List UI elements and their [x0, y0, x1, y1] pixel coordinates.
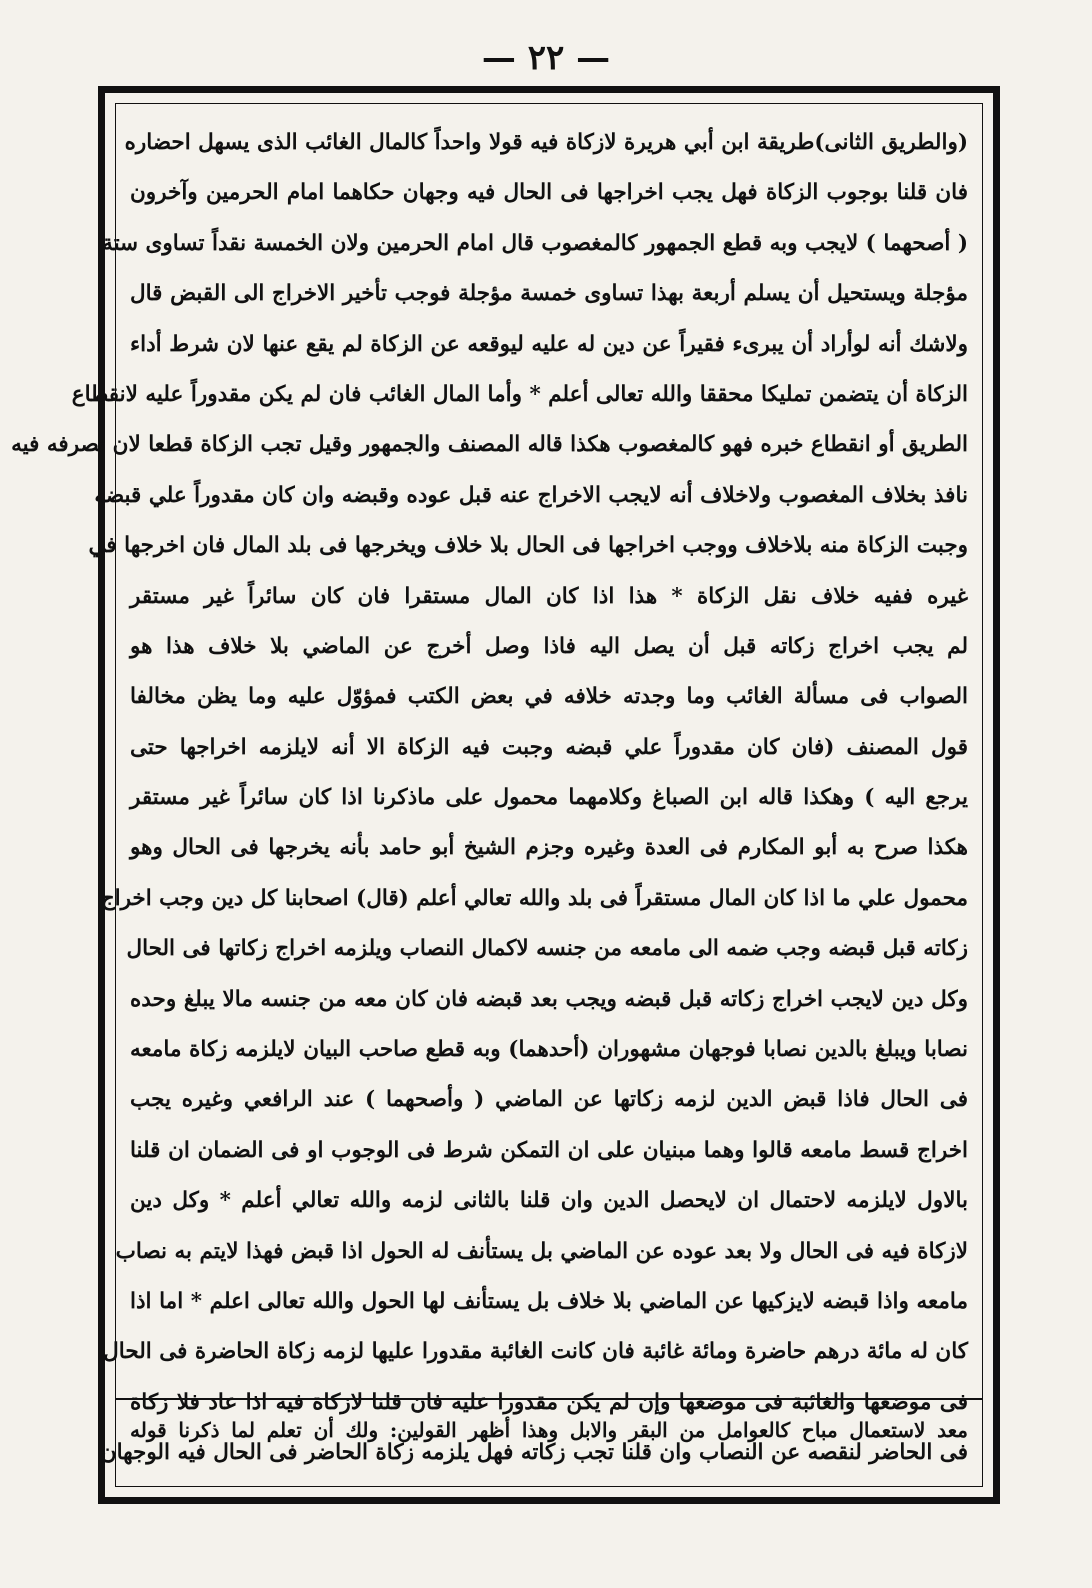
text-line: (والطريق الثانى)طريقة ابن أبي هريرة لازكاة فيه قولا واحداً كالمال الغائب الذى يسهل احضاره [124, 130, 968, 155]
text-line: مامعه واذا قبضه لايزكيها عن الماضي بلا خلاف بل يستأنف لها الحول والله تعالى اعلم * اما اذا [130, 1288, 968, 1314]
text-line: الطريق أو انقطاع خبره فهو كالمغصوب هكذا قاله المصنف والجمهور وقيل تجب الزكاة قطعا لان تصرفه فيه [11, 432, 968, 458]
text-line: قول المصنف (فان كان مقدوراً علي قبضه وجبت فيه الزكاة الا أنه لايلزمه اخراجها حتى [130, 734, 968, 760]
page-number: — ٢٢ — [481, 38, 611, 78]
page-border-inner [11, 103, 983, 1487]
text-line: نصابا ويبلغ بالدين نصابا فوجهان مشهوران (أحدهما) وبه قطع صاحب البيان لايلزمه زكاة مامعه [130, 1037, 968, 1063]
text-line: وجبت الزكاة منه بلاخلاف ووجب اخراجها فى الحال بلا خلاف ويخرجها فى بلد المال فان اخرجها في [88, 533, 968, 559]
text-line: ولاشك أنه لوأراد أن يبرىء فقيراً عن دين له عليه ليوقعه عن الزكاة لم يقع عنها لان شرط أداء [130, 331, 968, 357]
footnote-text: معد لاستعمال مباح كالعوامل من البقر والابل وهذا أظهر القولين: ولك أن تعلم لما ذكرنا قوله [130, 1418, 968, 1442]
text-line: يرجع اليه ) وهكذا قاله ابن الصباغ وكلامهما محمول على ماذكرنا اذا كان سائراً غير مستقر [130, 785, 968, 811]
page-border [11, 86, 1000, 1504]
text-line: محمول علي ما اذا كان المال مستقراً فى بلد والله تعالي أعلم (قال) اصحابنا كل دين وجب اخراج [100, 885, 968, 911]
text-line: غيره ففيه خلاف نقل الزكاة * هذا اذا كان المال مستقرا فان كان سائراً غير مستقر [130, 583, 968, 609]
footnote-separator [116, 1398, 982, 1400]
text-line: اخراج قسط مامعه قالوا وهما مبنيان على ان التمكن شرط فى الوجوب او فى الضمان ان قلنا [130, 1137, 968, 1163]
text-line: الصواب فى مسألة الغائب وما وجدته خلافه في بعض الكتب فمؤوّل عليه وما يظن مخالفا [130, 684, 968, 710]
text-line: ( أصحهما ) لايجب وبه قطع الجمهور كالمغصوب قال امام الحرمين ولان الخمسة نقداً تساوى ستة [102, 230, 968, 256]
text-line: لم يجب اخراج زكاته قبل أن يصل اليه فاذا وصل أخرج عن الماضي بلا خلاف هذا هو [130, 633, 968, 659]
text-line: كان له مائة درهم حاضرة ومائة غائبة فان كانت الغائبة مقدورا عليها لزمه زكاة الحاضرة فى الحال [103, 1339, 968, 1365]
text-line: بالاول لايلزمه لاحتمال ان لايحصل الدين وان قلنا بالثانى لزمه والله تعالي أعلم * وكل دين [130, 1188, 968, 1214]
text-line: الزكاة أن يتضمن تمليكا محققا والله تعالى أعلم * وأما المال الغائب فان لم يكن مقدوراً عليه لانقطاع [71, 381, 968, 407]
text-line: فى الحال فاذا قبض الدين لزمه زكاتها عن الماضي ( وأصحهما ) عند الرافعي وغيره يجب [130, 1087, 969, 1113]
text-line: فى الحاضر لنقصه عن النصاب وان قلنا تجب زكاته فهل يلزمه زكاة الحاضر فى الحال فيه الوجهان [100, 1440, 968, 1466]
text-line: وكل دين لايجب اخراج زكاته قبل قبضه ويجب بعد قبضه فان كان معه من جنسه مالا يبلغ وحده [130, 986, 968, 1012]
text-line: هكذا صرح به أبو المكارم فى العدة وغيره وجزم الشيخ أبو حامد بأنه يخرجها فى الحال وهو [130, 835, 968, 861]
text-line: فان قلنا بوجوب الزكاة فهل يجب اخراجها فى الحال فيه وجهان حكاهما امام الحرمين وآخرون [130, 180, 968, 206]
text-line: مؤجلة ويستحيل أن يسلم أربعة بهذا تساوى خمسة مؤجلة فوجب تأخير الاخراج الى القبض قال [130, 281, 968, 307]
text-line: فى موضعها والغائبة فى موضعها وإن لم يكن مقدورا عليه فان قلنا لازكاة فيه اذا عاد فلا زكاة [130, 1389, 968, 1415]
text-line: زكاته قبل قبضه وجب ضمه الى مامعه من جنسه لاكمال النصاب ويلزمه اخراج زكاتها فى الحال [126, 936, 968, 962]
text-line: لازكاة فيه فى الحال ولا بعد عوده عن الماضي بل يستأنف له الحول اذا قبض فهذا لايتم به نصاب [115, 1238, 968, 1264]
text-line: نافذ بخلاف المغصوب ولاخلاف أنه لايجب الاخراج عنه قبل عوده وقبضه وان كان مقدوراً علي قبضه [94, 482, 968, 508]
